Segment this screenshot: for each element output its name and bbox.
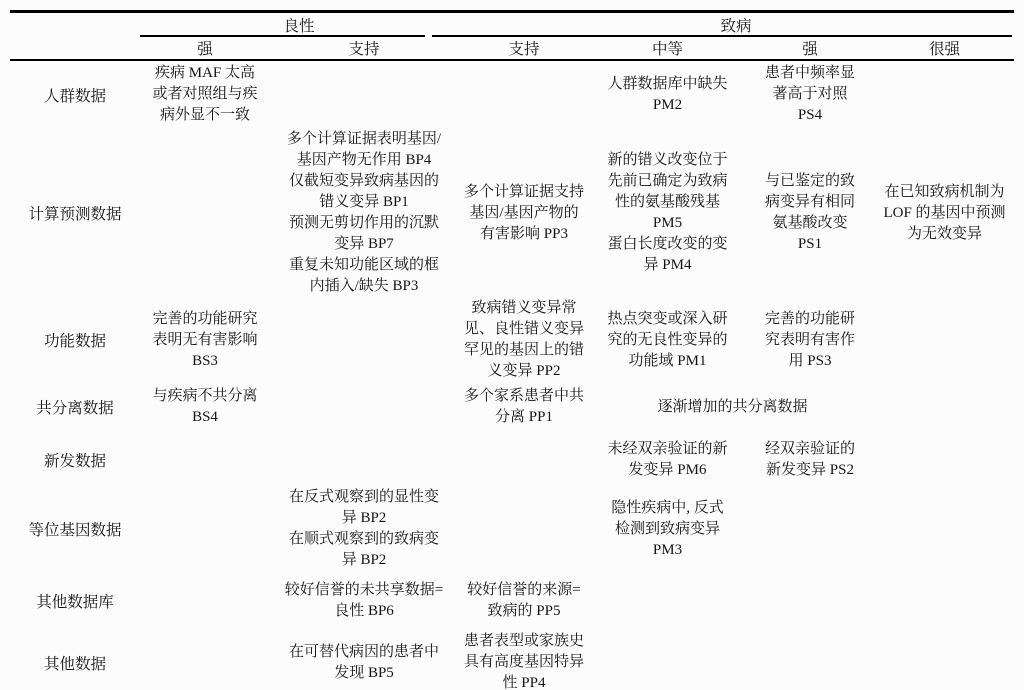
cell-other-benign-supporting [270,631,458,690]
cell-functional-pathogenic-supporting [458,298,590,382]
cell-denovo-benign-supporting [270,432,458,487]
cell-population-benign-strong [140,60,270,128]
cell-entry: 隐性疾病中, 反式检测到致病变异 PM3 [611,499,724,558]
cell-other-pathogenic-supporting [458,631,590,690]
cell-denovo-pathogenic-supporting [458,432,590,487]
cell-allelic-benign-supporting [270,487,458,571]
acmg-evidence-table [10,10,1014,690]
cell-segregation-moderate-strong-span [590,382,875,432]
col-header-pathogenic-strong: 强 [745,36,875,60]
cell-computational-very-strong [875,128,1014,298]
cell-other-benign-strong [140,631,270,690]
cell-otherdb-moderate [590,571,745,631]
pathogenic-group-underline [432,35,1012,37]
cell-entry: 在可替代病因的患者中发现 BP5 [289,643,440,681]
row-segregation-data [10,382,1014,432]
cell-computational-benign-supporting [270,128,458,298]
cell-allelic-pathogenic-supporting [458,487,590,571]
cell-otherdb-benign-supporting [270,571,458,631]
row-allelic-data [10,487,1014,571]
row-functional-data [10,298,1014,382]
col-header-pathogenic-very-strong: 很强 [875,36,1014,60]
cell-entry: 逐渐增加的共分离数据 [657,398,808,415]
col-header-pathogenic-supporting: 支持 [458,36,590,60]
col-header-benign-supporting: 支持 [270,36,458,60]
cell-allelic-very-strong [875,487,1014,571]
cell-entry: 在已知致病机制为 LOF 的基因中预测为无效变异 [883,183,1006,242]
cell-computational-strong [745,128,875,298]
cell-computational-benign-strong [140,128,270,298]
cell-population-moderate [590,60,745,128]
cell-computational-pathogenic-supporting [458,128,590,298]
row-label-functional-data: 功能数据 [43,333,106,350]
cell-entry: 重复未知功能区域的框内插入/缺失 BP3 [289,257,440,294]
cell-entry: 多个家系患者中共分离 PP1 [464,388,585,425]
group-header-row [10,13,1014,36]
cell-entry: 完善的功能研究表明无有害影响 BS3 [152,310,258,369]
cell-entry: 较好信誉的未共享数据=良性 BP6 [284,582,444,619]
cell-entry: 多个计算证据表明基因/基因产物无作用 BP4 [286,131,442,168]
cell-functional-moderate [590,298,745,382]
row-label-other-database: 其他数据库 [36,594,114,611]
cell-otherdb-pathogenic-supporting [458,571,590,631]
row-label-allelic-data: 等位基因数据 [28,522,122,539]
cell-entry: 在顺式观察到的致病变异 BP2 [289,531,440,568]
cell-entry: 患者表型或家族史具有高度基因特异性 PP4 [464,633,585,690]
row-label-denovo-data: 新发数据 [43,452,106,470]
cell-other-strong [745,631,875,690]
cell-entry: 人群数据库中缺失 PM2 [607,75,728,113]
cell-other-moderate [590,631,745,690]
cell-population-benign-supporting [270,60,458,128]
cell-population-strong [745,60,875,128]
cell-functional-benign-supporting [270,298,458,382]
cell-entry: 经双亲验证的新发变异 PS2 [765,440,856,478]
cell-segregation-pathogenic-supporting [458,382,590,432]
cell-entry: 疾病 MAF 太高或者对照组与疾病外显不一致 [152,65,258,123]
cell-entry: 与疾病不共分离 BS4 [152,388,258,425]
cell-entry: 患者中频率显著高于对照 PS4 [765,65,856,123]
col-header-benign-strong: 强 [140,36,270,60]
cell-entry: 较好信誉的来源=致病的 PP5 [467,582,581,619]
cell-allelic-strong [745,487,875,571]
cell-population-pathogenic-supporting [458,60,590,128]
cell-entry: 未经双亲验证的新发变异 PM6 [607,440,728,478]
row-label-other-data: 其他数据 [43,655,106,673]
header-pathogenic-group: 致病 [720,17,752,35]
row-other-database [10,571,1014,631]
benign-group-underline [140,35,425,37]
cell-allelic-moderate [590,487,745,571]
row-population-data [10,60,1014,128]
corner-cell [10,13,140,36]
cell-allelic-benign-strong [140,487,270,571]
cell-segregation-very-strong [875,382,1014,432]
cell-entry: 完善的功能研究表明有害作用 PS3 [765,310,856,369]
cell-population-very-strong [875,60,1014,128]
cell-other-very-strong [875,631,1014,690]
row-denovo-data [10,432,1014,487]
cell-computational-moderate [590,128,745,298]
row-label-population-data: 人群数据 [43,87,106,105]
cell-entry: 在反式观察到的显性变异 BP2 [289,489,440,526]
cell-entry: 仅截短变异致病基因的错义变异 BP1 [289,173,440,210]
cell-entry: 预测无剪切作用的沉默变异 BP7 [289,215,440,252]
cell-denovo-strong [745,432,875,487]
cell-otherdb-very-strong [875,571,1014,631]
cell-segregation-benign-supporting [270,382,458,432]
cell-denovo-moderate [590,432,745,487]
cell-denovo-benign-strong [140,432,270,487]
cell-entry: 与已鉴定的致病变异有相同氨基酸改变 PS1 [765,173,856,252]
row-label-computational-data: 计算预测数据 [28,206,122,223]
column-header-row [10,36,1014,60]
cell-entry: 多个计算证据支持基因/基因产物的有害影响 PP3 [464,183,585,242]
cell-segregation-benign-strong [140,382,270,432]
col-header-pathogenic-moderate: 中等 [590,36,745,60]
cell-denovo-very-strong [875,432,1014,487]
header-benign-group: 良性 [283,17,315,35]
cell-entry: 热点突变或深入研究的无良性变异的功能域 PM1 [607,310,728,369]
cell-entry: 蛋白长度改变的变异 PM4 [607,236,728,273]
cell-functional-strong [745,298,875,382]
cell-otherdb-strong [745,571,875,631]
row-other-data [10,631,1014,690]
cell-functional-benign-strong [140,298,270,382]
row-label-segregation-data: 共分离数据 [36,400,114,417]
cell-entry: 致病错义变异常见、良性错义变异罕见的基因上的错义变异 PP2 [464,300,585,379]
cell-otherdb-benign-strong [140,571,270,631]
criteria-table [10,13,1014,690]
corner-cell [10,36,140,60]
row-computational-data [10,128,1014,298]
cell-functional-very-strong [875,298,1014,382]
cell-entry: 新的错义改变位于先前已确定为致病性的氨基酸残基 PM5 [607,152,728,231]
